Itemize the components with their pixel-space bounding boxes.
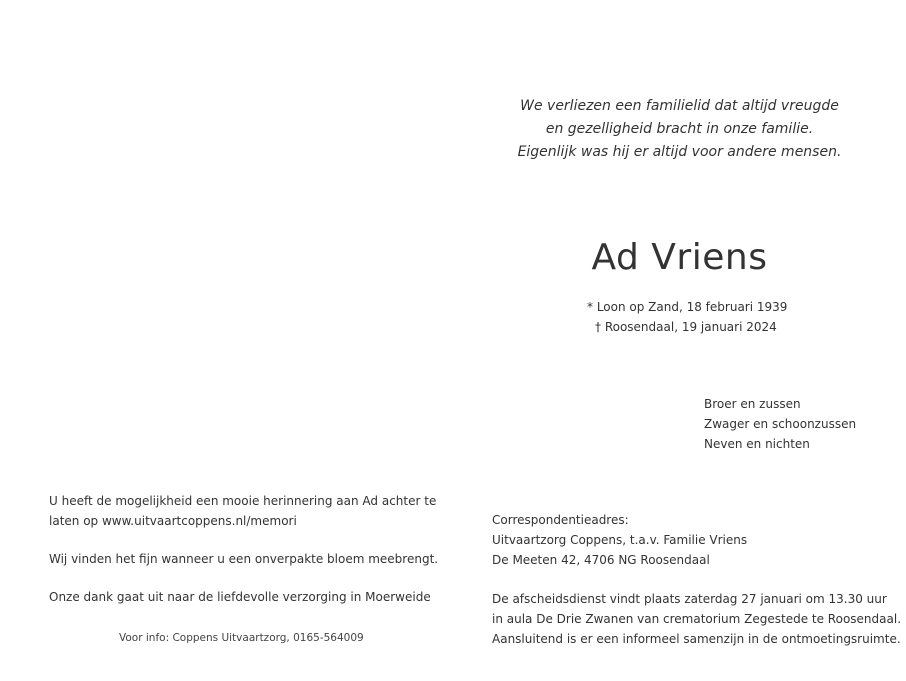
birth-date: * Loon op Zand, 18 februari 1939 [587, 300, 788, 314]
correspondence-label: Correspondentieadres: [492, 513, 629, 527]
family-list [704, 394, 856, 454]
notes-block [49, 491, 438, 607]
deceased-name: Ad Vriens [591, 237, 768, 278]
quote [453, 95, 906, 164]
service-line: Aansluitend is er een informeel samenzijn in de ontmoetingsruimte. [492, 632, 901, 646]
family-line: Neven en nichten [704, 437, 810, 451]
family-line: Broer en zussen [704, 397, 801, 411]
address-service-block [492, 510, 901, 649]
flower-text: Wij vinden het fijn wanneer u een onverpakte bloem meebrengt. [49, 552, 439, 566]
memorial-text: U heeft de mogelijkheid een mooie herinnering aan Ad achter te [49, 494, 437, 508]
service-line: in aula De Drie Zwanen van crematorium Zegestede te Roosendaal. [492, 612, 902, 626]
service-line: De afscheidsdienst vindt plaats zaterdag 27 januari om 13.30 uur [492, 592, 887, 606]
death-date: † Roosendaal, 19 januari 2024 [595, 320, 777, 334]
life-dates [587, 297, 787, 337]
memorial-text: laten op www.uitvaartcoppens.nl/memori [49, 514, 297, 528]
correspondence-line: Uitvaartzorg Coppens, t.a.v. Familie Vriens [492, 533, 748, 547]
family-line: Zwager en schoonzussen [704, 417, 857, 431]
quote-line: en gezelligheid bracht in onze familie. [545, 121, 814, 137]
quote-line: Eigenlijk was hij er altijd voor andere mensen. [517, 144, 842, 160]
info-footer: Voor info: Coppens Uitvaartzorg, 0165-564009 [119, 632, 364, 644]
quote-line: We verliezen een familielid dat altijd vreugde [520, 98, 839, 114]
thanks-text: Onze dank gaat uit naar de liefdevolle verzorging in Moerweide [49, 590, 431, 604]
correspondence-line: De Meeten 42, 4706 NG Roosendaal [492, 553, 710, 567]
